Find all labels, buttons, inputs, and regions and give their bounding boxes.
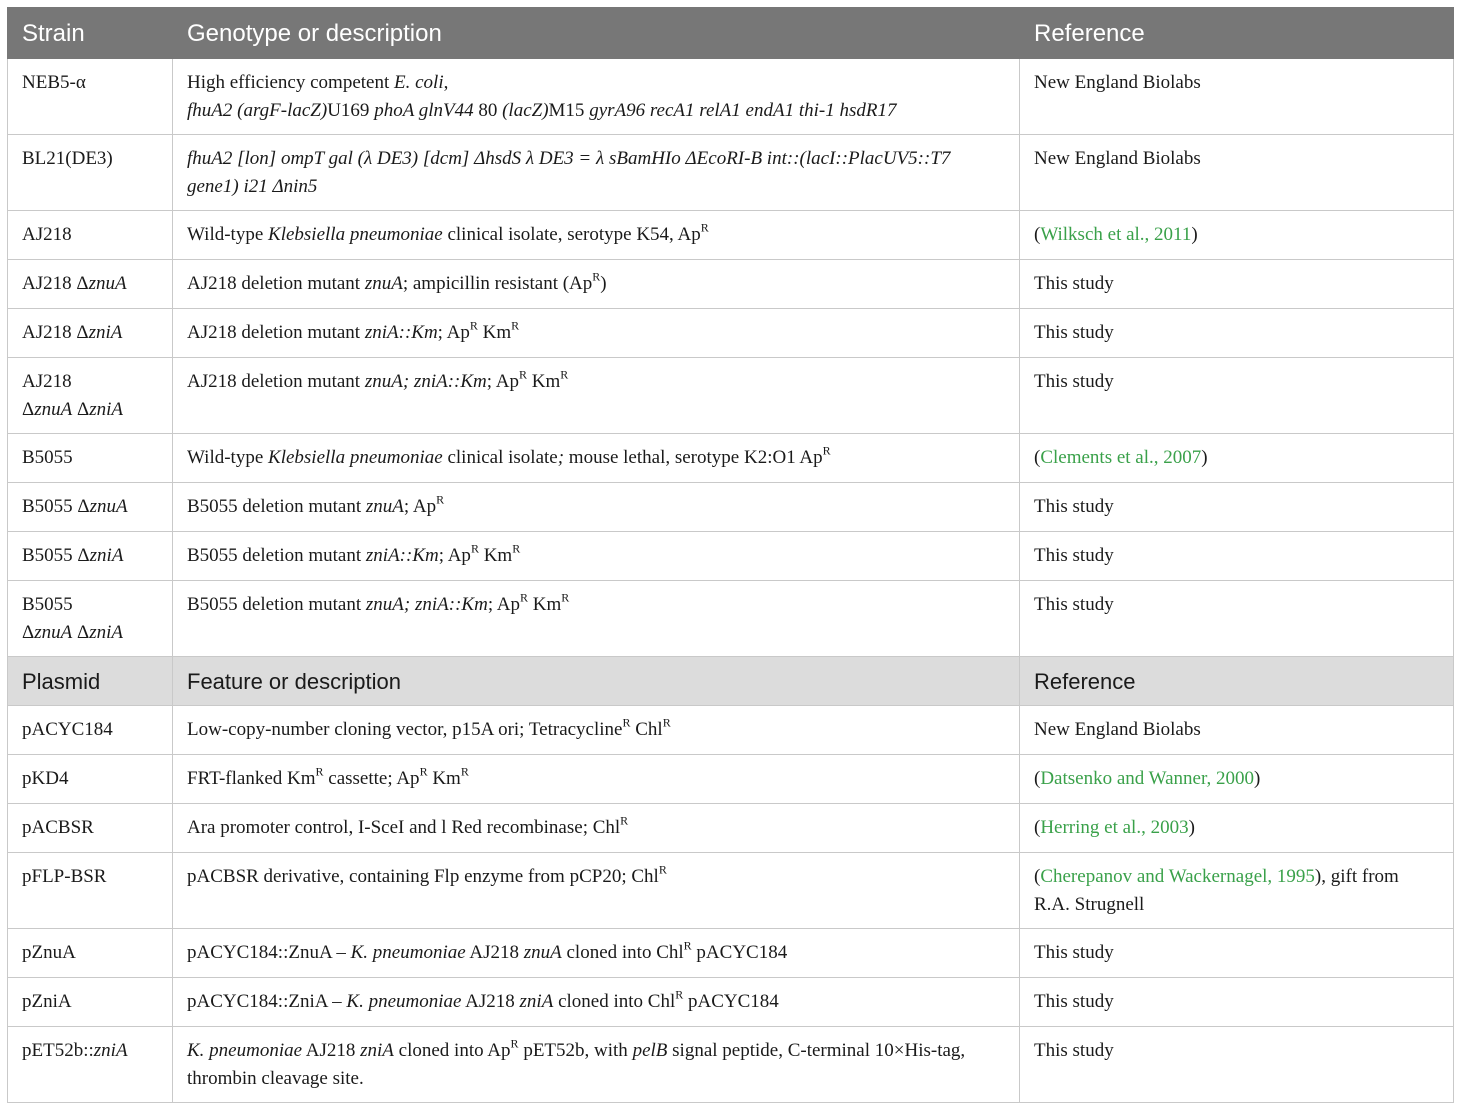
table-row — [8, 483, 1454, 532]
strain-description-cell: B5055 deletion mutant zniA::Km; $Ap^R$ $Km^R$ — [173, 532, 1020, 581]
table-row — [8, 581, 1454, 657]
strain-reference-cell: New England Biolabs — [1020, 59, 1454, 135]
citation-link[interactable]: Wilksch et al., 2011 — [1040, 224, 1192, 245]
table-row — [8, 755, 1454, 804]
table-row — [8, 804, 1454, 853]
strain-description-cell: AJ218 deletion mutant znuA; zniA::Km; $Ap^R$ $Km^R$ — [173, 358, 1020, 434]
table-row — [8, 978, 1454, 1027]
plasmid-reference-cell: This study — [1020, 978, 1454, 1027]
strain-name-cell: BL21(DE3) — [8, 135, 173, 211]
plasmid-name-cell: pKD4 — [8, 755, 173, 804]
strain-name-cell: B5055 ΔznuA — [8, 483, 173, 532]
table-row — [8, 853, 1454, 929]
strain-description-cell: AJ218 deletion mutant znuA; ampicillin resistant $(Ap^R)$ — [173, 260, 1020, 309]
table-row — [8, 309, 1454, 358]
plasmid-description-cell: FRT-flanked $Km^R$ cassette; $Ap^R$ $Km^R$ — [173, 755, 1020, 804]
plasmid-description-cell: pACYC184::ZniA – K. pneumoniae AJ218 zniA cloned into Chl$^R$ pACYC184 — [173, 978, 1020, 1027]
table-row — [8, 434, 1454, 483]
strain-reference-cell: New England Biolabs — [1020, 135, 1454, 211]
strain-name-cell: AJ218 ΔznuA — [8, 260, 173, 309]
strain-rows — [8, 59, 1454, 657]
strain-name-cell: AJ218 ΔzniA — [8, 309, 173, 358]
strain-description-cell: Wild-type Klebsiella pneumoniae clinical isolate; mouse lethal, serotype K2:O1 $Ap^R$ — [173, 434, 1020, 483]
plasmid-name-cell: pACYC184 — [8, 706, 173, 755]
strain-plasmid-table — [7, 7, 1454, 1103]
table-row — [8, 1027, 1454, 1103]
table-row — [8, 532, 1454, 581]
strain-reference-cell: This study — [1020, 581, 1454, 657]
plasmid-reference-cell: (Datsenko and Wanner, 2000) — [1020, 755, 1454, 804]
header-genotype: Genotype or description — [173, 8, 1020, 59]
citation-link[interactable]: Clements et al., 2007 — [1040, 447, 1202, 468]
strain-description-cell: B5055 deletion mutant znuA; zniA::Km; $Ap^R$ $Km^R$ — [173, 581, 1020, 657]
plasmid-description-cell: K. pneumoniae AJ218 zniA cloned into $Ap^R$ pET52b, with pelB signal peptide, C-terminal 10×His-tag, thrombin cleavage site. — [173, 1027, 1020, 1103]
plasmid-reference-cell: This study — [1020, 1027, 1454, 1103]
strain-reference-cell: This study — [1020, 483, 1454, 532]
table-row — [8, 706, 1454, 755]
strain-description-cell: fhuA2 [lon] ompT gal (λ DE3) [dcm] ΔhsdS λ DE3 = λ sBamHIo ΔEcoRI-B int::(lacI::PlacUV5::T7 gene1) i21 Δnin5 — [173, 135, 1020, 211]
plasmid-description-cell: pACYC184::ZnuA – K. pneumoniae AJ218 znuA cloned into Chl$^R$ pACYC184 — [173, 929, 1020, 978]
header-strain: Strain — [8, 8, 173, 59]
plasmid-reference-cell: (Cherepanov and Wackernagel, 1995), gift from R.A. Strugnell — [1020, 853, 1454, 929]
plasmid-name-cell: pACBSR — [8, 804, 173, 853]
table-row — [8, 358, 1454, 434]
strain-reference-cell: This study — [1020, 358, 1454, 434]
plasmid-reference-cell: This study — [1020, 929, 1454, 978]
strain-reference-cell: This study — [1020, 532, 1454, 581]
strain-name-cell: B5055 ΔznuA ΔzniA — [8, 581, 173, 657]
strain-name-cell: B5055 ΔzniA — [8, 532, 173, 581]
table-row — [8, 260, 1454, 309]
plasmid-description-cell: pACBSR derivative, containing Flp enzyme from pCP20; Chl$^R$ — [173, 853, 1020, 929]
strain-plasmid-table-container — [7, 7, 1453, 1103]
strain-description-cell: High efficiency competent E. coli, fhuA2 (argF-lacZ)U169 phoA glnV44 80 (lacZ)M15 gyrA96 recA1 relA1 endA1 thi-1 hsdR17 — [173, 59, 1020, 135]
subheader-reference: Reference — [1020, 657, 1454, 706]
subheader-feature: Feature or description — [173, 657, 1020, 706]
table-row — [8, 211, 1454, 260]
plasmid-description-cell: Low-copy-number cloning vector, p15A ori; Tetracycline$^R$ Chl$^R$ — [173, 706, 1020, 755]
plasmid-rows — [8, 706, 1454, 1103]
plasmid-name-cell: pZniA — [8, 978, 173, 1027]
strain-reference-cell: (Clements et al., 2007) — [1020, 434, 1454, 483]
strain-reference-cell: (Wilksch et al., 2011) — [1020, 211, 1454, 260]
plasmid-name-cell: pZnuA — [8, 929, 173, 978]
citation-link[interactable]: Datsenko and Wanner, 2000 — [1040, 768, 1255, 789]
table-row — [8, 59, 1454, 135]
plasmid-subheader-row — [8, 657, 1454, 706]
strain-name-cell: NEB5-α — [8, 59, 173, 135]
plasmid-reference-cell: New England Biolabs — [1020, 706, 1454, 755]
table-row — [8, 929, 1454, 978]
subheader-plasmid: Plasmid — [8, 657, 173, 706]
citation-link[interactable]: Herring et al., 2003 — [1040, 817, 1189, 838]
strain-description-cell: B5055 deletion mutant znuA; $Ap^R$ — [173, 483, 1020, 532]
plasmid-name-cell: pET52b::zniA — [8, 1027, 173, 1103]
table-row — [8, 135, 1454, 211]
strain-reference-cell: This study — [1020, 260, 1454, 309]
strain-name-cell: AJ218 — [8, 211, 173, 260]
strain-reference-cell: This study — [1020, 309, 1454, 358]
plasmid-reference-cell: (Herring et al., 2003) — [1020, 804, 1454, 853]
strain-description-cell: AJ218 deletion mutant zniA::Km; $Ap^R$ $Km^R$ — [173, 309, 1020, 358]
strain-description-cell: Wild-type Klebsiella pneumoniae clinical isolate, serotype K54, $Ap^R$ — [173, 211, 1020, 260]
plasmid-name-cell: pFLP-BSR — [8, 853, 173, 929]
strain-name-cell: AJ218 ΔznuA ΔzniA — [8, 358, 173, 434]
plasmid-description-cell: Ara promoter control, I-SceI and l Red recombinase; Chl$^R$ — [173, 804, 1020, 853]
strain-name-cell: B5055 — [8, 434, 173, 483]
citation-link[interactable]: Cherepanov and Wackernagel, 1995 — [1040, 866, 1315, 887]
table-header-row — [8, 8, 1454, 59]
header-reference: Reference — [1020, 8, 1454, 59]
